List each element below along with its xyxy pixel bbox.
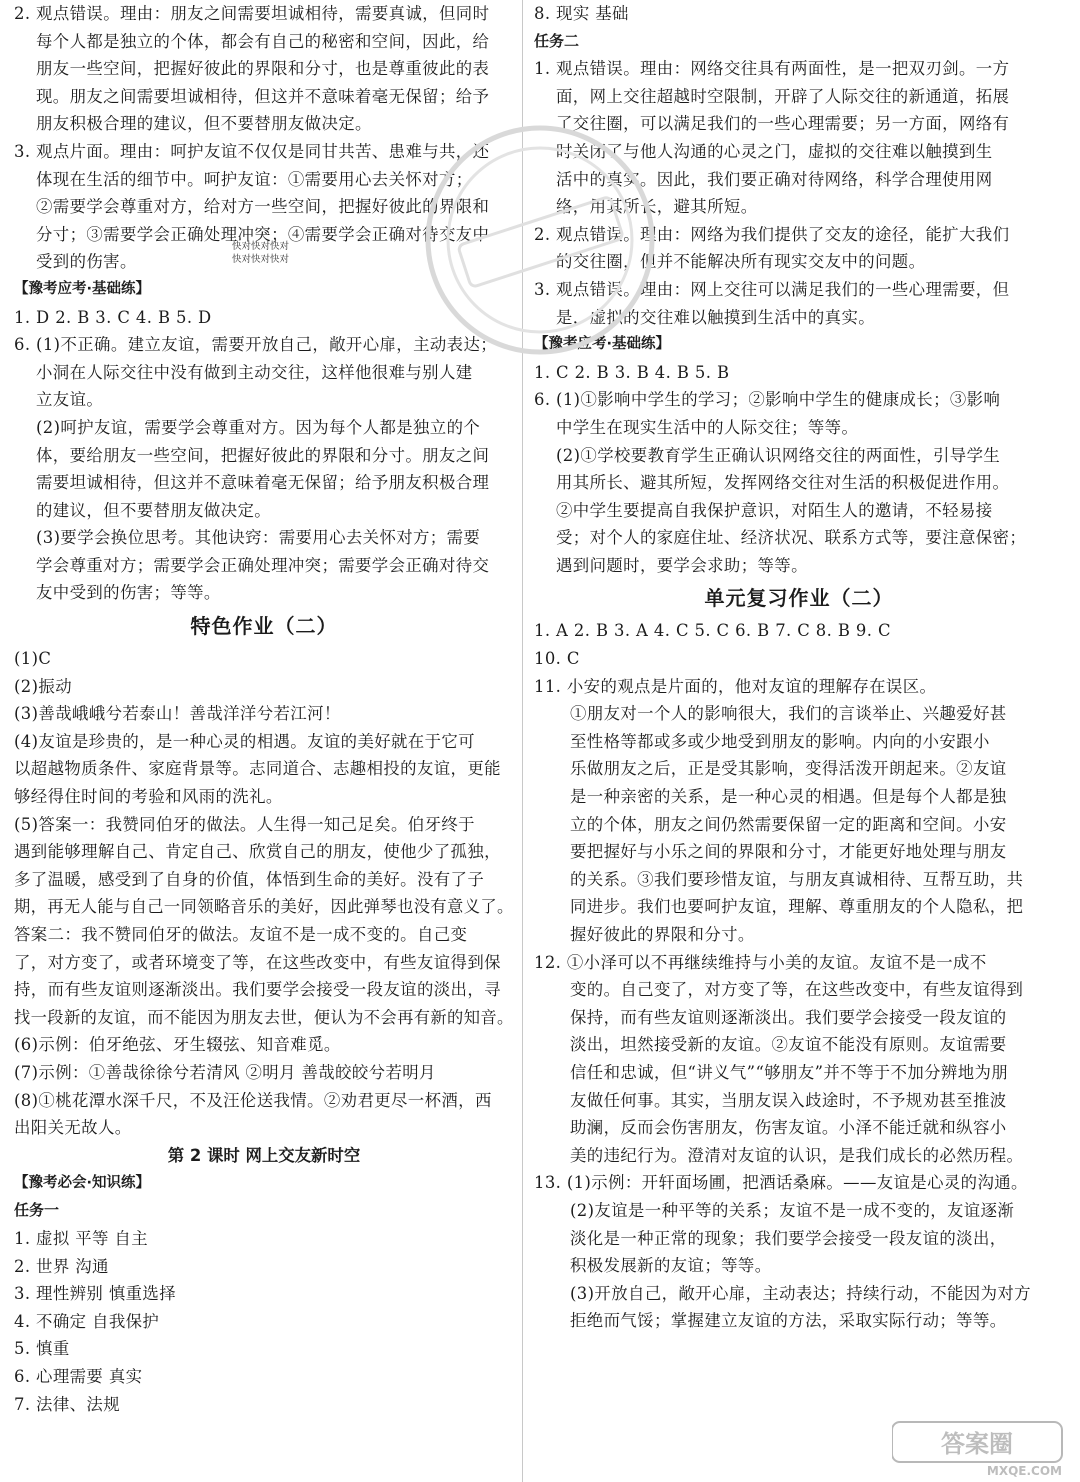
text-line: 2. 观点错误。理由：朋友之间需要坦诚相待，需要真诚，但同时: [14, 4, 490, 23]
text-line: 持，而有些友谊则逐渐淡出。我们要学会接受一段友谊的淡出，寻: [14, 980, 501, 1000]
text-line: 是，虚拟的交往难以触摸到生活中的真实。: [556, 307, 876, 327]
text-line: 的建议，但不要替朋友做决定。: [36, 500, 272, 520]
text-line: 3. 理性辨别 慎重选择: [14, 1284, 176, 1304]
text-line: (2)①学校要教育学生正确认识网络交往的两面性，引导学生: [556, 445, 1001, 465]
text-line: 淡化是一种正常的现象；我们要学会接受一段友谊的淡出，: [570, 1228, 1007, 1248]
text-line: 找一段新的友谊，而不能因为朋友去世，便认为不会再有新的知音。: [14, 1007, 514, 1027]
text-line: 2. 观点错误。理由：网络为我们提供了交友的途径，能扩大我们: [534, 224, 1010, 244]
text-line: 了，对方变了，或者环境变了等，在这些改变中，有些友谊得到保: [14, 952, 501, 972]
text-line: (3)善哉峨峨兮若泰山！善哉洋洋兮若江河！: [14, 704, 341, 724]
text-line: 13. (1)示例：开轩面场圃，把酒话桑麻。——友谊是心灵的沟通。: [534, 1173, 1028, 1193]
text-line: 3. 观点片面。理由：呵护友谊不仅仅是同甘共苦、患难与共，还: [14, 141, 490, 161]
text-line: (2)振动: [14, 676, 72, 696]
text-line: (3)开放自己，敞开心扉，主动表达；持续行动，不能因为对方: [570, 1283, 1031, 1303]
section-heading: 单元复习作业（二）: [704, 586, 894, 611]
text-line: 朋友积极合理的建议，但不要替朋友做决定。: [36, 114, 372, 134]
watermark-caption-line: 快对快对快对: [232, 254, 290, 265]
text-line: 7. 法律、法规: [14, 1394, 121, 1414]
text-line: 活中的真实。因此，我们要正确对待网络，科学合理使用网: [556, 169, 993, 189]
text-line: 友做任何事。其实，当朋友误入歧途时，不予规劝甚至推波: [570, 1090, 1007, 1110]
text-line: 立的个体，朋友之间仍然需要保留一定的距离和空间。小安: [570, 814, 1007, 834]
text-line: 助澜，反而会伤害朋友，伤害友谊。小泽不能迁就和纵容小: [570, 1118, 1007, 1138]
text-line: 保持，而有些友谊则逐渐淡出。我们要学会接受一段友谊的: [570, 1007, 1007, 1027]
text-line: 络，用其所长，避其所短。: [556, 197, 758, 217]
text-line: ②需要学会尊重对方，给对方一些空间，把握好彼此的界限和: [36, 197, 490, 217]
text-line: 受；对个人的家庭住址、经济状况、联系方式等，要注意保密；: [556, 528, 1027, 548]
text-line: 积极发展新的友谊；等等。: [570, 1256, 772, 1276]
task-label: 任务二: [534, 31, 580, 50]
text-line: 每个人都是独立的个体，都会有自己的秘密和空间，因此，给: [36, 31, 490, 51]
right-column: [534, 0, 1064, 1335]
text-line: 分寸；③需要学会正确处理冲突；④需要学会正确对待交友中: [36, 224, 490, 244]
text-line: 以超越物质条件、家庭背景等。志同道合、志趣相投的友谊，更能: [14, 759, 501, 779]
text-line: 要把握好与小乐之间的界限和分寸，才能更好地处理与朋友: [570, 842, 1007, 862]
text-line: 11. 小安的观点是片面的，他对友谊的理解存在误区。: [534, 676, 937, 696]
text-line: 中学生在现实生活中的人际交往；等等。: [556, 417, 859, 437]
text-line: 同进步。我们也要呵护友谊，理解、尊重朋友的个人隐私，把: [570, 897, 1024, 917]
text-line: ①朋友对一个人的影响很大，我们的言谈举止、兴趣爱好甚: [570, 704, 1007, 724]
text-line: 时关闭了与他人沟通的心灵之门，虚拟的交往难以触摸到生: [556, 141, 993, 161]
text-line: 多了温暖，感受到了自身的价值，体悟到生命的美好。没有了子: [14, 869, 485, 889]
text-line: 握好彼此的界限和分寸。: [570, 925, 755, 944]
text-line: 12. ①小泽可以不再继续维持与小美的友谊。友谊不是一成不: [534, 952, 987, 972]
text-line: 体现在生活的细节中。呵护友谊：①需要用心去关怀对方；: [36, 169, 473, 189]
text-line: (4)友谊是珍贵的，是一种心灵的相遇。友谊的美好就在于它可: [14, 731, 475, 751]
text-line: 拒绝而气馁；掌握建立友谊的方法，采取实际行动；等等。: [570, 1311, 1007, 1331]
logo-subtext: MXQE.COM: [986, 1464, 1062, 1478]
text-line: 1. C 2. B 3. B 4. B 5. B: [534, 362, 730, 382]
text-line: 4. 不确定 自我保护: [14, 1311, 160, 1331]
text-line: 面，网上交往超越时空限制，开辟了人际交往的新通道，拓展: [556, 86, 1010, 106]
section-label: 【豫考必会·知识练】: [14, 1174, 151, 1191]
text-line: 友中受到的伤害；等等。: [36, 583, 221, 603]
text-line: ②中学生要提高自我保护意识，对陌生人的邀请，不轻易接: [556, 500, 993, 520]
text-line: 够经得住时间的考验和风雨的洗礼。: [14, 787, 283, 807]
text-line: (3)要学会换位思考。其他诀窍：需要用心去关怀对方；需要: [36, 528, 481, 548]
section-heading: 特色作业（二）: [190, 614, 338, 639]
text-line: 淡出，坦然接受新的友谊。②友谊不能没有原则。友谊需要: [570, 1035, 1007, 1055]
text-line: 的关系。③我们要珍惜友谊，与朋友真诚相待、互帮互助，共: [570, 869, 1024, 889]
watermark-caption: [232, 240, 289, 266]
site-logo: [892, 1418, 1072, 1478]
task-label: 任务一: [14, 1201, 60, 1220]
text-line: 乐做朋友之后，正是受其影响，变得活泼开朗起来。②友谊: [570, 759, 1007, 779]
left-column: [14, 0, 514, 1418]
column-divider: [522, 0, 523, 1482]
text-line: 现。朋友之间需要坦诚相待，但这并不意味着毫无保留；给予: [36, 86, 490, 106]
text-line: 6. 心理需要 真实: [14, 1366, 143, 1386]
text-line: (2)呵护友谊，需要学会尊重对方。因为每个人都是独立的个: [36, 417, 481, 437]
text-line: 遇到问题时，要学会求助；等等。: [556, 555, 808, 575]
text-line: (7)示例：①善哉徐徐兮若清风 ②明月 善哉皎皎兮若明月: [14, 1062, 436, 1082]
text-line: (8)①桃花潭水深千尺，不及汪伦送我情。②劝君更尽一杯酒，西: [14, 1090, 492, 1110]
text-line: (2)友谊是一种平等的关系；友谊不是一成不变的，友谊逐渐: [570, 1200, 1015, 1220]
text-line: 期，再无人能与自己一同领略音乐的美好，因此弹琴也没有意义了。: [14, 897, 514, 917]
text-line: 5. 慎重: [14, 1339, 70, 1359]
text-line: 1. 观点错误。理由：网络交往具有两面性，是一把双刃剑。一方: [534, 59, 1010, 79]
text-line: (5)答案一：我赞同伯牙的做法。人生得一知己足矣。伯牙终于: [14, 814, 475, 834]
text-line: 美的违纪行为。澄清对友谊的认识，是我们成长的必然历程。: [570, 1145, 1024, 1165]
text-line: 信任和忠诚，但“讲义气”“够朋友”并不等于不加分辨地为朋: [570, 1062, 1009, 1082]
text-line: 的交往圈，但并不能解决所有现实交友中的问题。: [556, 252, 926, 272]
logo-text: 答案圈: [941, 1430, 1013, 1458]
text-line: 出阳关无故人。: [14, 1118, 132, 1138]
text-line: 1. A 2. B 3. A 4. C 5. C 6. B 7. C 8. B 9. C: [534, 621, 891, 641]
text-line: 了交往圈，可以满足我们的一些心理需要；另一方面，网络有: [556, 114, 1010, 134]
text-line: (6)示例：伯牙绝弦、牙生辍弦、知音难觅。: [14, 1035, 341, 1055]
text-line: 6. (1)①影响中学生的学习；②影响中学生的健康成长；③影响: [534, 390, 1001, 410]
text-line: 小洞在人际交往中没有做到主动交往，这样他很难与别人建: [36, 362, 473, 382]
text-line: 2. 世界 沟通: [14, 1256, 109, 1276]
text-line: 朋友一些空间，把握好彼此的界限和分寸，也是尊重彼此的表: [36, 59, 490, 79]
section-label: 【豫考应考·基础练】: [14, 280, 151, 297]
text-line: 1. D 2. B 3. C 4. B 5. D: [14, 307, 212, 327]
text-line: 至性格等都或多或少地受到朋友的影响。内向的小安跟小: [570, 731, 990, 751]
section-label: 【豫考应考·基础练】: [534, 336, 671, 353]
text-line: 变的。自己变了，对方变了等，在这些改变中，有些友谊得到: [570, 980, 1024, 1000]
text-line: 3. 观点错误。理由：网上交往可以满足我们的一些心理需要，但: [534, 279, 1010, 299]
text-line: 遇到能够理解自己、肯定自己、欣赏自己的朋友，使他少了孤独，: [14, 842, 501, 862]
text-line: (1)C: [14, 649, 52, 669]
text-line: 需要坦诚相待，但这并不意味着毫无保留；给予朋友积极合理: [36, 473, 490, 493]
text-line: 学会尊重对方；需要学会正确处理冲突；需要学会正确对待交: [36, 555, 490, 575]
lesson-title: 第 2 课时 网上交友新时空: [167, 1145, 361, 1165]
text-line: 用其所长、避其所短，发挥网络交往对生活的积极促进作用。: [556, 473, 1010, 493]
logo-image: [892, 1418, 1072, 1478]
text-line: 8. 现实 基础: [534, 4, 629, 23]
text-line: 受到的伤害。: [36, 252, 137, 272]
text-line: 立友谊。: [36, 390, 104, 410]
watermark-caption-line: 快对快对快对: [232, 241, 290, 252]
text-line: 体，要给朋友一些空间，把握好彼此的界限和分寸。朋友之间: [36, 445, 490, 465]
text-line: 6. (1)不正确。建立友谊，需要开放自己，敞开心扉，主动表达；: [14, 335, 498, 355]
text-line: 是一种亲密的关系，是一种心灵的相遇。但是每个人都是独: [570, 787, 1007, 807]
text-line: 10. C: [534, 649, 580, 669]
text-line: 1. 虚拟 平等 自主: [14, 1228, 149, 1248]
text-line: 答案二：我不赞同伯牙的做法。友谊不是一成不变的。自己变: [14, 925, 468, 944]
